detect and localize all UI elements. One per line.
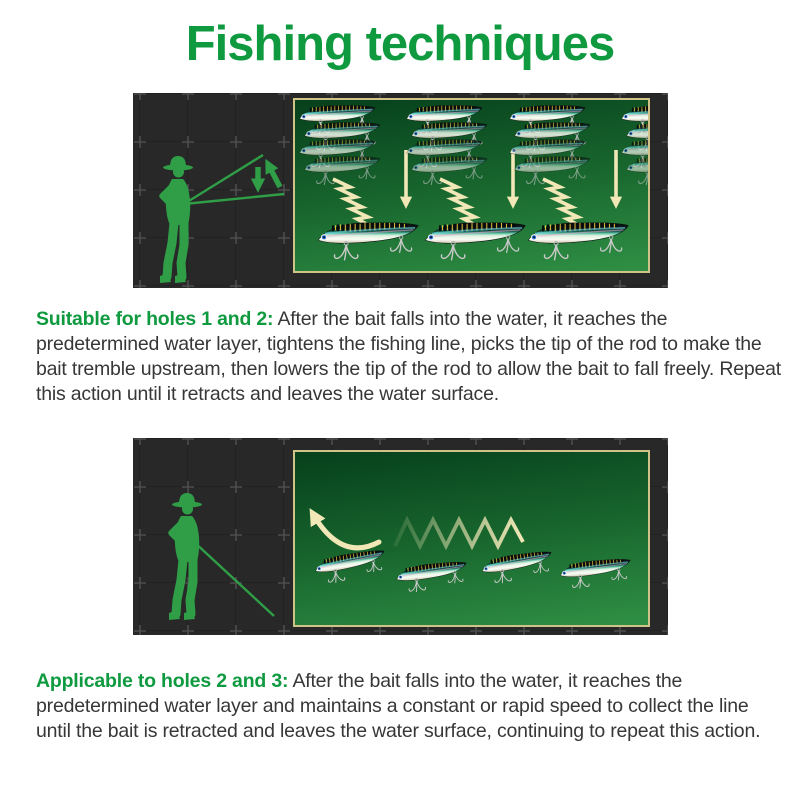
- page-title: Fishing techniques: [185, 17, 615, 71]
- technique-1-illustration: [133, 93, 668, 288]
- lure-stack: [621, 106, 648, 185]
- lure-retrieve-action-inset: [293, 450, 650, 627]
- lure-sink-action-inset: [293, 98, 650, 273]
- lure-column: [406, 106, 525, 260]
- retrieve-zigzag-icon: [395, 520, 523, 546]
- lure-icon: [396, 561, 469, 593]
- technique-1-body: After the bait falls into the water, it reaches the predetermined water layer, tightens the fishing line, picks the tip of the rod to make the bait tremble upstream, then lowers the tip of the rod to allow the bait to fall freely. Repeat this action until it retracts and leaves the water surface.: [36, 308, 781, 405]
- lure-stack: [299, 106, 380, 185]
- lure-column: [509, 106, 628, 260]
- lure-icon: [528, 223, 628, 260]
- lure-column-clipped: [621, 106, 648, 185]
- lure-row: [314, 549, 632, 593]
- technique-2-heading: Applicable to holes 2 and 3:: [36, 670, 289, 692]
- technique-2-illustration: [133, 438, 668, 635]
- lure-retrieve-diagram: [295, 452, 648, 625]
- technique-2-body: After the bait falls into the water, it reaches the predetermined water layer and maintains a constant or rapid speed to collect the line until the bait is retracted and leaves the water surface, continuing to repeat this action.: [36, 670, 761, 742]
- tremble-zigzag-icon: [333, 179, 372, 227]
- lure-icon: [560, 558, 632, 589]
- tremble-zigzag-icon: [440, 179, 479, 227]
- lure-icon: [425, 223, 525, 260]
- sweep-up-curved-arrow-icon: [313, 514, 379, 548]
- lure-icon: [318, 223, 418, 260]
- lure-stack: [406, 106, 487, 185]
- lure-sink-diagram: [295, 100, 648, 271]
- tremble-zigzag-icon: [543, 179, 582, 227]
- lure-icon: [481, 550, 554, 585]
- lure-icon: [314, 549, 388, 585]
- technique-2-description: [36, 669, 782, 744]
- lure-stack: [509, 106, 590, 185]
- technique-1-description: [36, 307, 782, 407]
- technique-1-heading: Suitable for holes 1 and 2:: [36, 308, 274, 330]
- lure-column: [299, 106, 418, 260]
